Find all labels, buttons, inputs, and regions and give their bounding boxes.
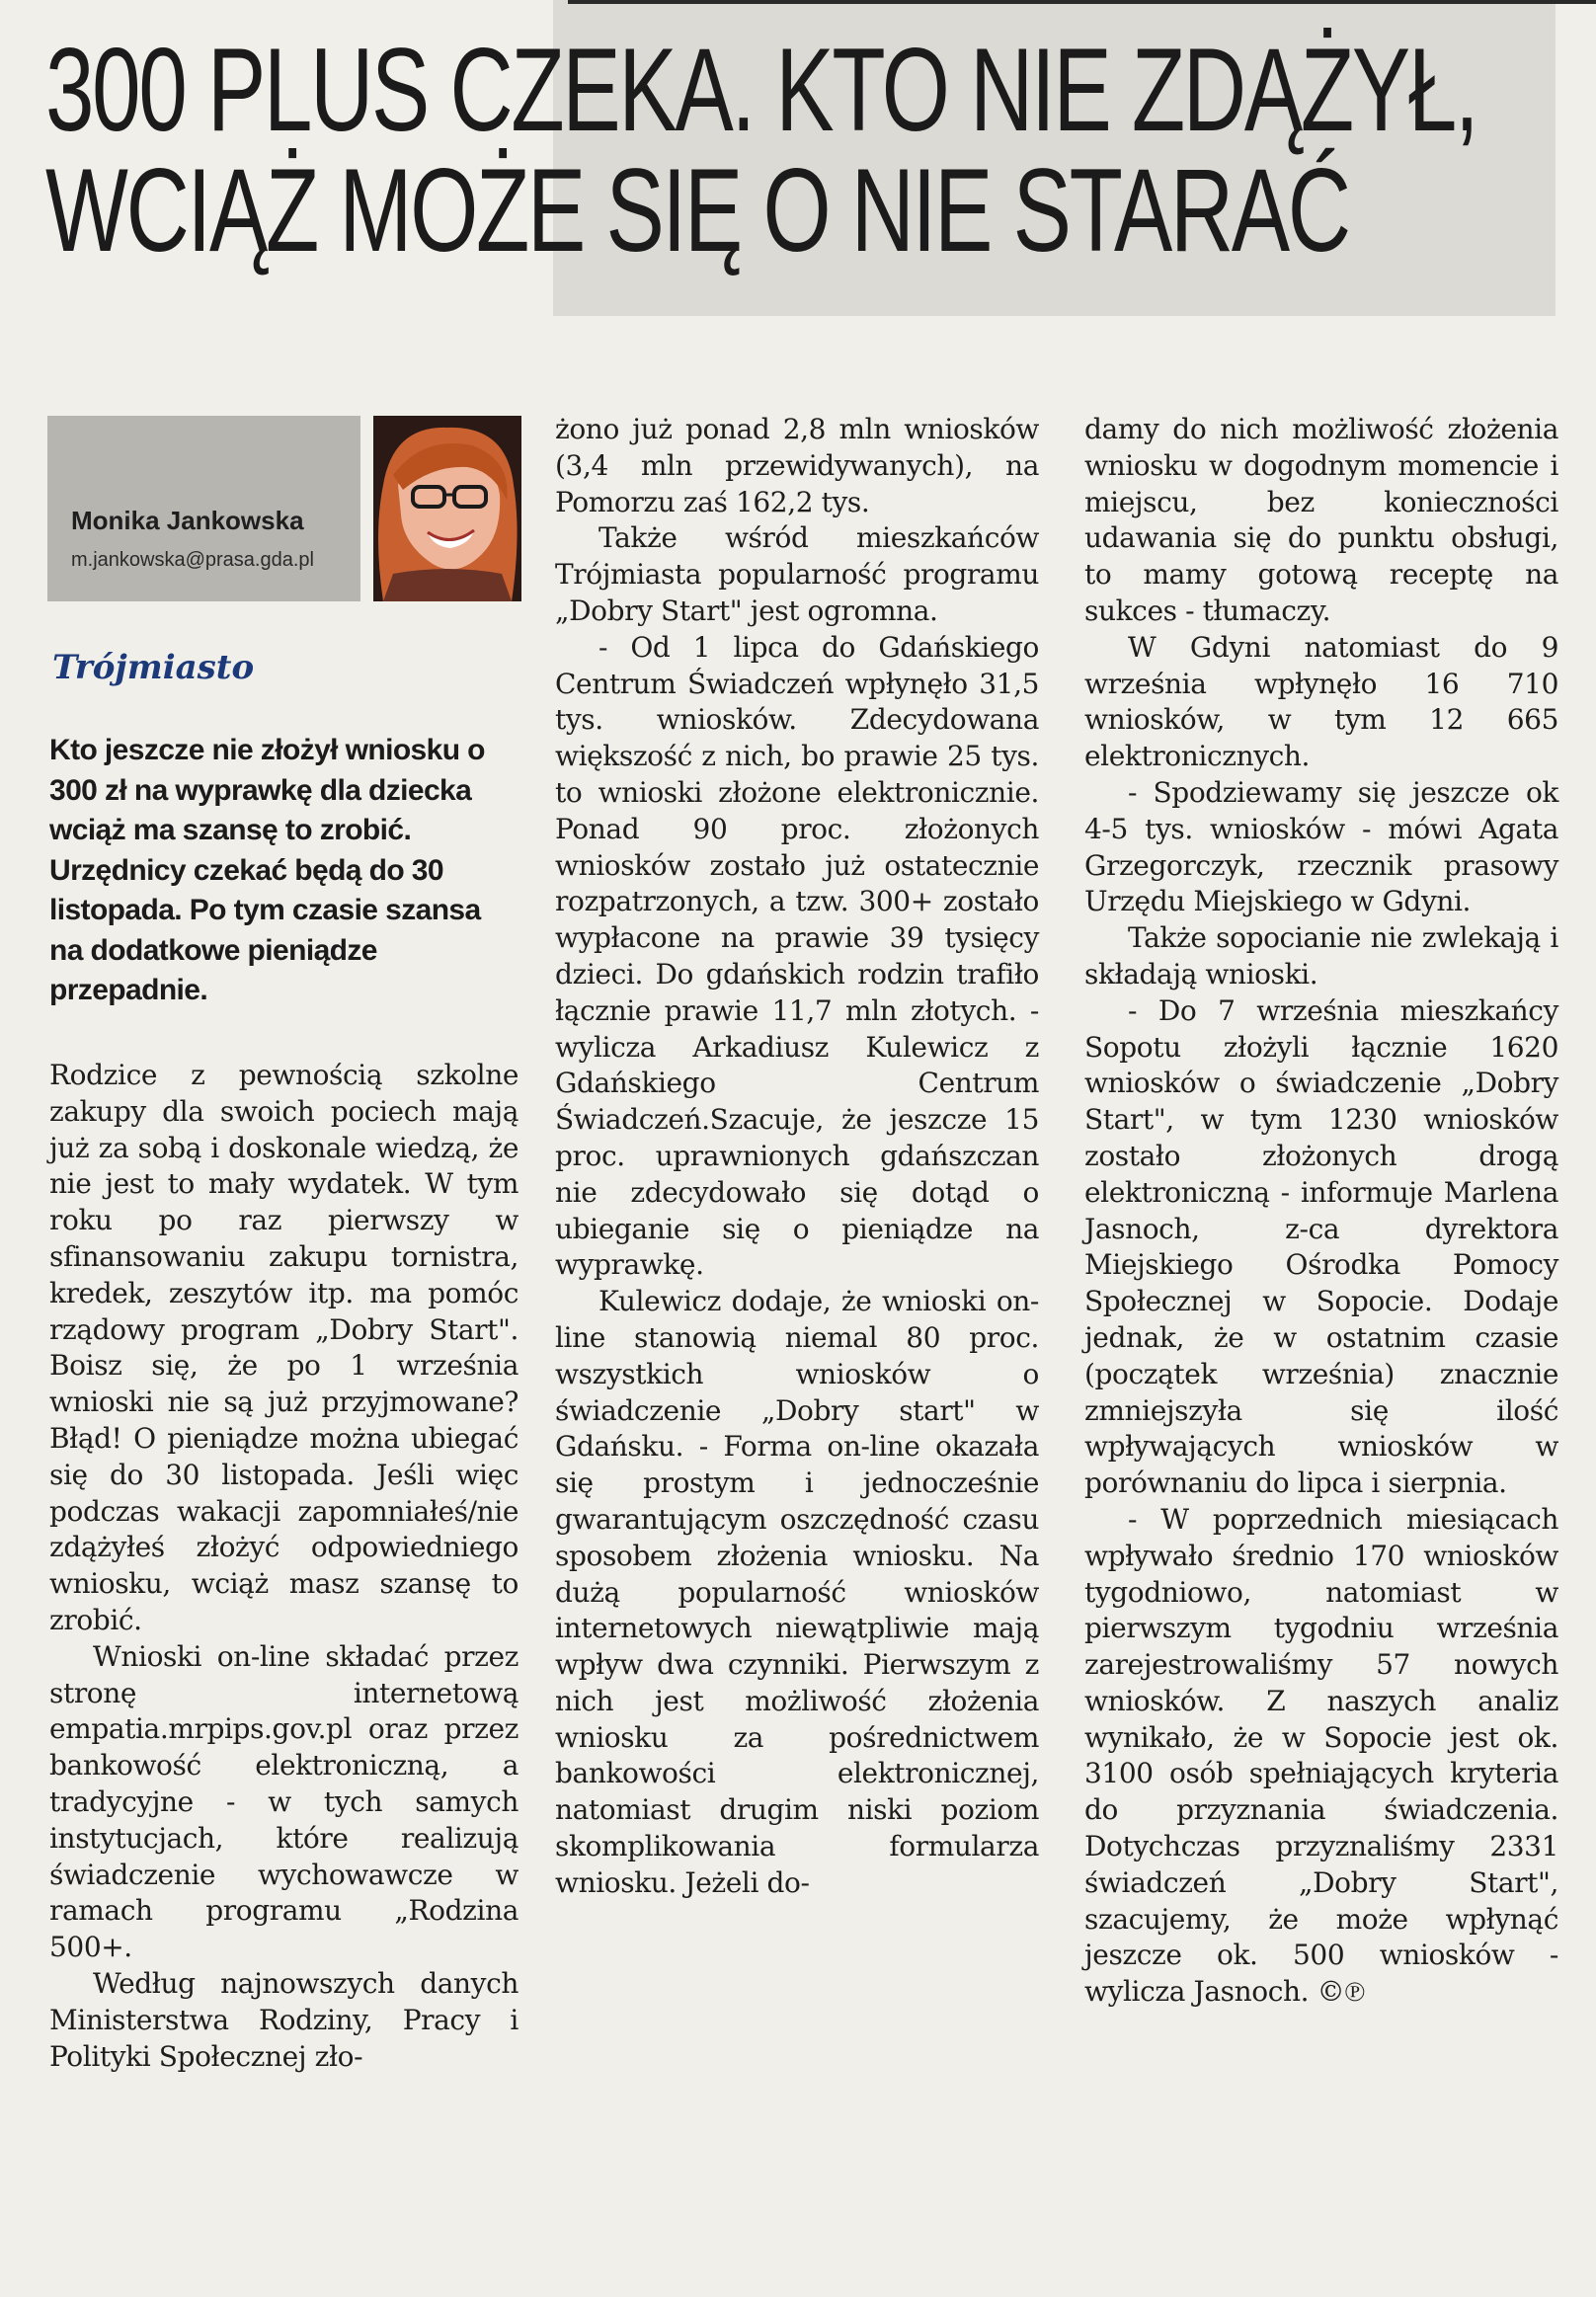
lead-paragraph: Kto jeszcze nie złożył wniosku o 300 zł na wyprawkę dla dziecka wciąż ma szansę to zrobić. Urzędnicy czekać będą do 30 listopada. Po tym czasie szansa na dodatkowe pieniądze przepadnie. <box>49 734 485 1006</box>
column-2-paragraph-2: Także wśród mieszkańców Trójmiasta popularność programu „Dobry Start" jest ogromna. <box>555 521 1039 627</box>
article-column-3 <box>1084 412 1558 2011</box>
column-3-paragraph-4: Także sopocianie nie zwlekają i składają wnioski. <box>1084 921 1558 990</box>
top-rule <box>568 0 1596 4</box>
article-column-2 <box>555 412 1039 1902</box>
column-1-paragraph-2: Wnioski on-line składać przez stronę internetową empatia.mrpips.gov.pl oraz przez bankowość elektroniczną, a tradycyjne - w tych samych instytucjach, które realizują świadczenie wychowawcze w ramach programu „Rodzina 500+. <box>49 1639 519 1964</box>
author-email: m.jankowska@prasa.gda.pl <box>71 549 314 571</box>
column-3-paragraph-2: W Gdyni natomiast do 9 września wpłynęło 16 710 wniosków, w tym 12 665 elektronicznych. <box>1084 630 1558 773</box>
headline-line-2: WCIĄŻ MOŻE SIĘ O NIE STARAĆ <box>45 144 1349 277</box>
headline-line-1: 300 PLUS CZEKA. KTO NIE ZDĄŻYŁ, <box>45 24 1477 156</box>
headline <box>45 24 1477 277</box>
author-portrait-image <box>373 416 521 601</box>
article-column-1 <box>49 1058 519 2075</box>
column-2-paragraph-4: Kulewicz dodaje, że wnioski on-line stanowią niemal 80 proc. wszystkich wniosków o świadczenie „Dobry start" w Gdańsku. - Forma on-line okazała się prostym i jednocześnie gwarantującym oszczędność czasu sposobem złożenia wniosku. Na dużą popularność wniosków internetowych niewątpliwie mają wpływ dwa czynniki. Pierwszym z nich jest możliwość złożenia wniosku za pośrednictwem bankowości elektronicznej, natomiast drugim niski poziom skomplikowania formularza wniosku. Jeżeli do- <box>555 1285 1039 1899</box>
column-2-paragraph-3: - Od 1 lipca do Gdańskiego Centrum Świadczeń wpłynęło 31,5 tys. wniosków. Zdecydowana większość z nich, bo prawie 25 tys. to wnioski złożone elektronicznie. Ponad 90 proc. złożonych wniosków zostało już ostatecznie rozpatrzonych, a tzw. 300+ zostało wypłacone na prawie 39 tysięcy dzieci. Do gdańskich rodzin trafiło łącznie prawie 11,7 mln złotych. - wylicza Arkadiusz Kulewicz z Gdańskiego Centrum Świadczeń.Szacuje, że jeszcze 15 proc. uprawnionych gdańszczan nie zdecydowało się dotąd o ubieganie się o pieniądze na wyprawkę. <box>555 630 1039 1282</box>
column-3-paragraph-3: - Spodziewamy się jeszcze ok 4-5 tys. wniosków - mówi Agata Grzegorczyk, rzecznik prasowy Urzędu Miejskiego w Gdyni. <box>1084 775 1558 918</box>
column-1-paragraph-3: Według najnowszych danych Ministerstwa Rodziny, Pracy i Polityki Społecznej zło- <box>49 1966 519 2073</box>
author-photo <box>373 416 521 601</box>
column-2-paragraph-1: żono już ponad 2,8 mln wniosków (3,4 mln przewidywanych), na Pomorzu zaś 162,2 tys. <box>555 413 1039 518</box>
column-3-paragraph-1: damy do nich możliwość złożenia wniosku w dogodnym momencie i miejscu, bez konieczności udawania się do punktu obsługi, to mamy gotową receptę na sukces - tłumaczy. <box>1084 413 1558 627</box>
column-3-paragraph-5: - Do 7 września mieszkańcy Sopotu złożyli łącznie 1620 wniosków o świadczenie „Dobry Start", w tym 1230 wniosków zostało złożonych drogą elektroniczną - informuje Marlena Jasnoch, z-ca dyrektora Miejskiego Ośrodka Pomocy Społecznej w Sopocie. Dodaje jednak, że w ostatnim czasie (początek września) znacznie zmniejszyła się ilość wpływających wniosków w porównaniu do lipca i sierpnia. <box>1084 993 1558 1500</box>
column-3-paragraph-6: - W poprzednich miesiącach wpływało średnio 170 wniosków tygodniowo, natomiast w pierwszym tygodniu września zarejestrowaliśmy 57 nowych wniosków. Z naszych analiz wynikało, że w Sopocie jest ok. 3100 osób spełniających kryteria do przyznania świadczenia. Dotychczas przyznaliśmy 2331 świadczeń „Dobry Start", szacujemy, że może wpłynąć jeszcze ok. 500 wniosków - wylicza Jasnoch. ©℗ <box>1084 1502 1558 2009</box>
author-name: Monika Jankowska <box>71 506 304 535</box>
column-1-paragraph-1: Rodzice z pewnością szkolne zakupy dla swoich pociech mają już za sobą i doskonale wiedzą, że nie jest to mały wydatek. W tym roku po raz pierwszy w sfinansowaniu zakupu tornistra, kredek, zeszytów itp. ma pomóc rządowy program „Dobry Start". Boisz się, że po 1 września wnioski nie są już przyjmowane? Błąd! O pieniądze można ubiegać się do 30 listopada. Jeśli więc podczas wakacji zapomniałeś/nie zdążyłeś złożyć odpowiedniego wniosku, wciąż masz szansę to zrobić. <box>49 1059 519 1636</box>
location-label: Trójmiasto <box>52 648 255 687</box>
